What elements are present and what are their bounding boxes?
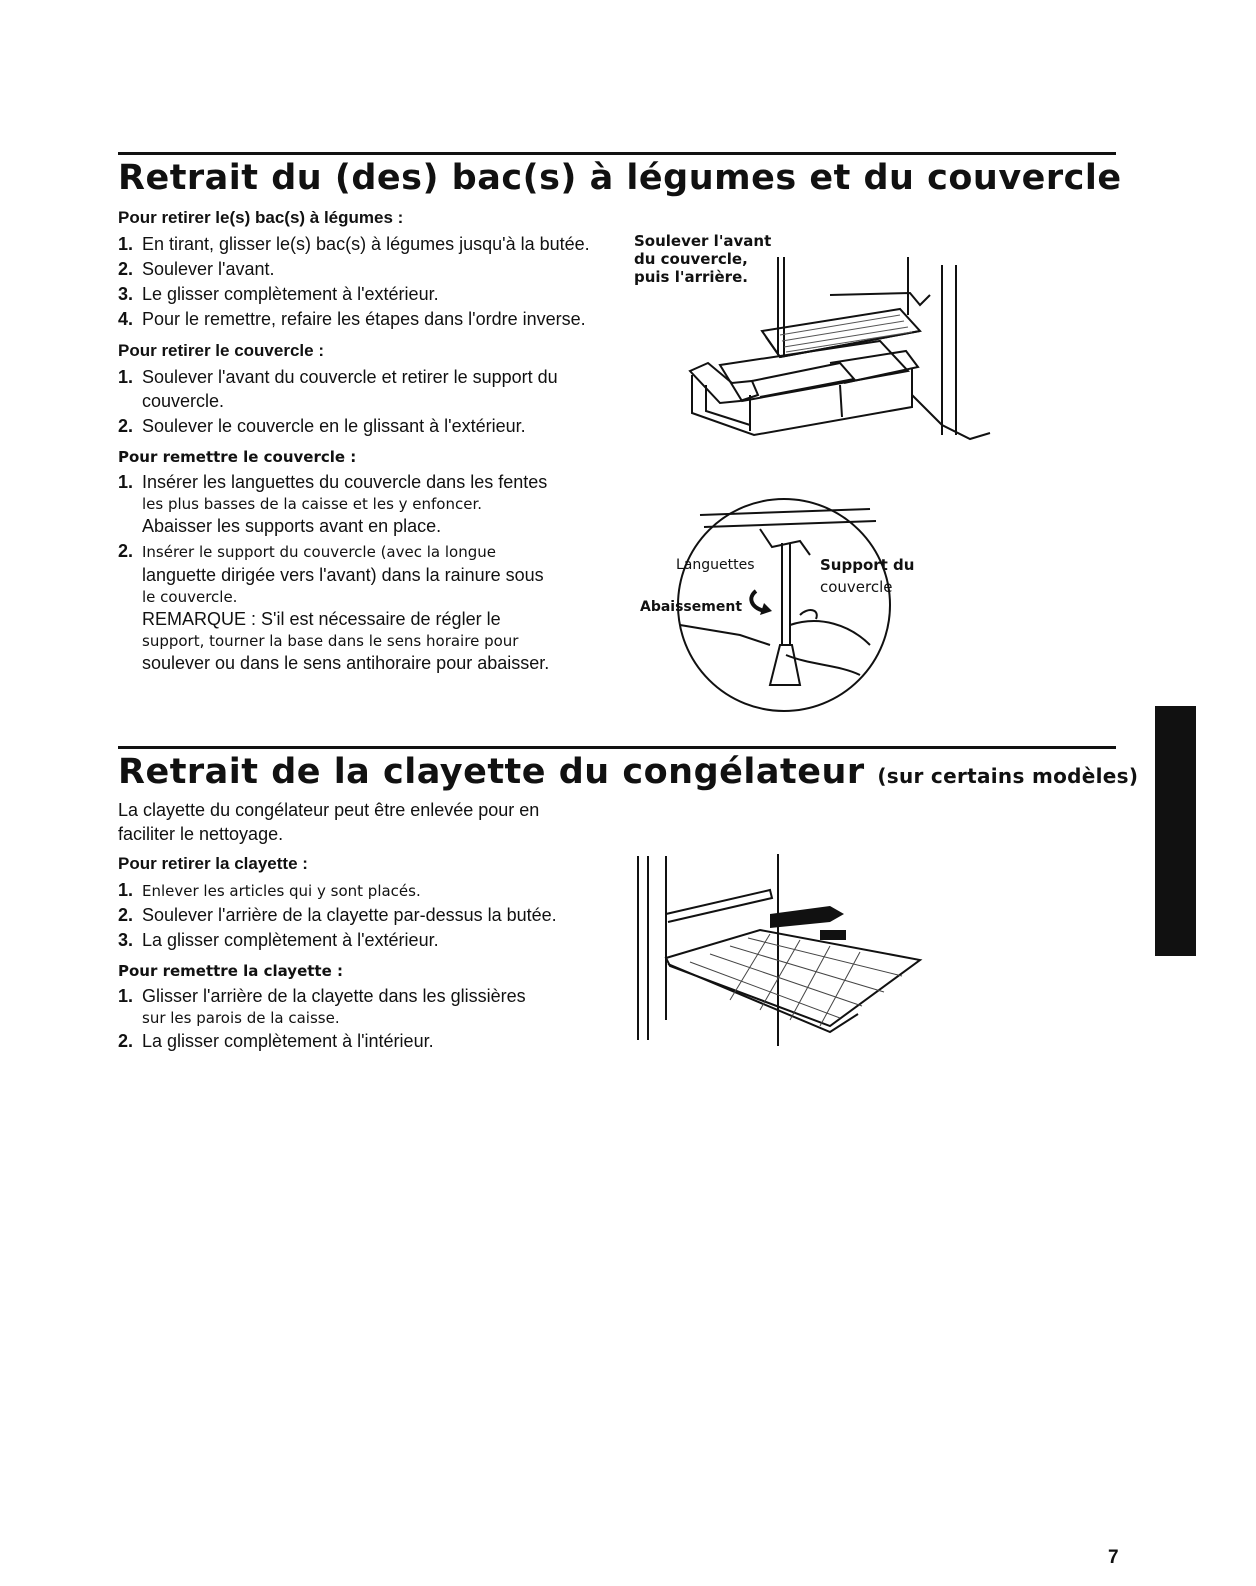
section2-intro: La clayette du congélateur peut être enlevée pour en faciliter le nettoyage.	[118, 800, 540, 844]
section1-title: Retrait du (des) bac(s) à légumes et du couvercle	[118, 158, 1122, 198]
step-text-fine: le couvercle.	[142, 588, 238, 606]
list-item	[118, 282, 610, 306]
step-text: Soulever l'arrière de la clayette par-dessus la butée.	[142, 905, 557, 925]
figure1-caption-line3: puis l'arrière.	[634, 268, 748, 286]
figure1-caption-line2: du couvercle,	[634, 250, 748, 268]
replace-cover-steps	[118, 470, 610, 675]
step-text: En tirant, glisser le(s) bac(s) à légumes jusqu'à la butée.	[142, 234, 590, 254]
step-text: Soulever le couvercle en le glissant à l'extérieur.	[142, 416, 526, 436]
step-text: Glisser l'arrière de la clayette dans les glissières	[142, 986, 526, 1006]
step-number: 4.	[118, 309, 134, 329]
figure2-label-support-2: couvercle	[820, 578, 893, 596]
step-text: Soulever l'avant.	[142, 259, 275, 279]
step-text-fine: sur les parois de la caisse.	[142, 1009, 340, 1027]
step-number: 1.	[118, 234, 134, 254]
list-item	[118, 365, 610, 413]
list-item	[118, 539, 610, 675]
figure2-label-support-1: Support du	[820, 556, 915, 574]
step-text: Enlever les articles qui y sont placés.	[142, 882, 421, 900]
step-number: 1.	[118, 367, 134, 387]
remove-cover-heading: Pour retirer le couvercle :	[118, 341, 324, 360]
note-label: REMARQUE :	[142, 609, 257, 629]
replace-cover-heading: Pour remettre le couvercle :	[118, 448, 357, 466]
list-item	[118, 414, 610, 438]
list-item	[118, 307, 610, 331]
section2-title-sub: (sur certains modèles)	[877, 764, 1139, 788]
step-number: 2.	[118, 541, 134, 561]
list-item	[118, 470, 610, 538]
step-text: Le glisser complètement à l'extérieur.	[142, 284, 439, 304]
step-text: La glisser complètement à l'extérieur.	[142, 930, 439, 950]
section2-text-column	[118, 798, 610, 1063]
step-number: 1.	[118, 880, 134, 900]
figure2-label-tabs: Languettes	[676, 557, 755, 573]
step-text: Abaisser les supports avant en place.	[142, 516, 442, 536]
step-text-fine: les plus basses de la caisse et les y enfoncer.	[142, 495, 483, 513]
step-number: 1.	[118, 472, 134, 492]
step-number: 2.	[118, 259, 134, 279]
remove-cover-steps	[118, 365, 610, 438]
list-item	[118, 928, 610, 952]
figure2-label-lower: Abaissement	[640, 599, 743, 615]
step-number: 2.	[118, 905, 134, 925]
list-item	[118, 257, 610, 281]
step-text: languette dirigée vers l'avant) dans la rainure sous	[142, 565, 544, 585]
step-number: 2.	[118, 1031, 134, 1051]
replace-shelf-heading: Pour remettre la clayette :	[118, 962, 343, 980]
list-item	[118, 232, 610, 256]
page-number: 7	[1108, 1547, 1119, 1568]
remove-crisper-heading: Pour retirer le(s) bac(s) à légumes :	[118, 208, 404, 227]
list-item	[118, 903, 610, 927]
remove-shelf-heading: Pour retirer la clayette :	[118, 854, 308, 873]
step-text: Insérer les languettes du couvercle dans les fentes	[142, 472, 548, 492]
step-text: Soulever l'avant du couvercle et retirer le support du couvercle.	[142, 367, 558, 411]
crisper-drawer-illustration	[680, 235, 1000, 465]
section1-top-rule	[118, 152, 1116, 155]
step-text-fine: Insérer le support du couvercle (avec la longue	[142, 543, 496, 561]
section2-top-rule	[118, 746, 1116, 749]
note-text-fine: support, tourner la base dans le sens horaire pour	[142, 632, 519, 650]
section2-title	[118, 752, 1138, 792]
page-edge-tab	[1155, 706, 1196, 956]
step-number: 3.	[118, 284, 134, 304]
section1-text-column	[118, 208, 610, 685]
step-text: La glisser complètement à l'intérieur.	[142, 1031, 434, 1051]
list-item	[118, 878, 610, 902]
remove-shelf-steps	[118, 878, 610, 952]
step-text: Pour le remettre, refaire les étapes dans l'ordre inverse.	[142, 309, 586, 329]
note-text: S'il est nécessaire de régler le	[261, 609, 501, 629]
list-item	[118, 984, 610, 1028]
step-number: 3.	[118, 930, 134, 950]
figure1-caption-line1: Soulever l'avant	[634, 232, 772, 250]
step-number: 2.	[118, 416, 134, 436]
note-text: soulever ou dans le sens antihoraire pour abaisser.	[142, 653, 550, 673]
remove-crisper-steps	[118, 232, 610, 331]
list-item	[118, 1029, 610, 1053]
step-number: 1.	[118, 986, 134, 1006]
freezer-shelf-illustration	[630, 850, 930, 1050]
replace-shelf-steps	[118, 984, 610, 1053]
section2-title-main: Retrait de la clayette du congélateur	[118, 752, 865, 792]
